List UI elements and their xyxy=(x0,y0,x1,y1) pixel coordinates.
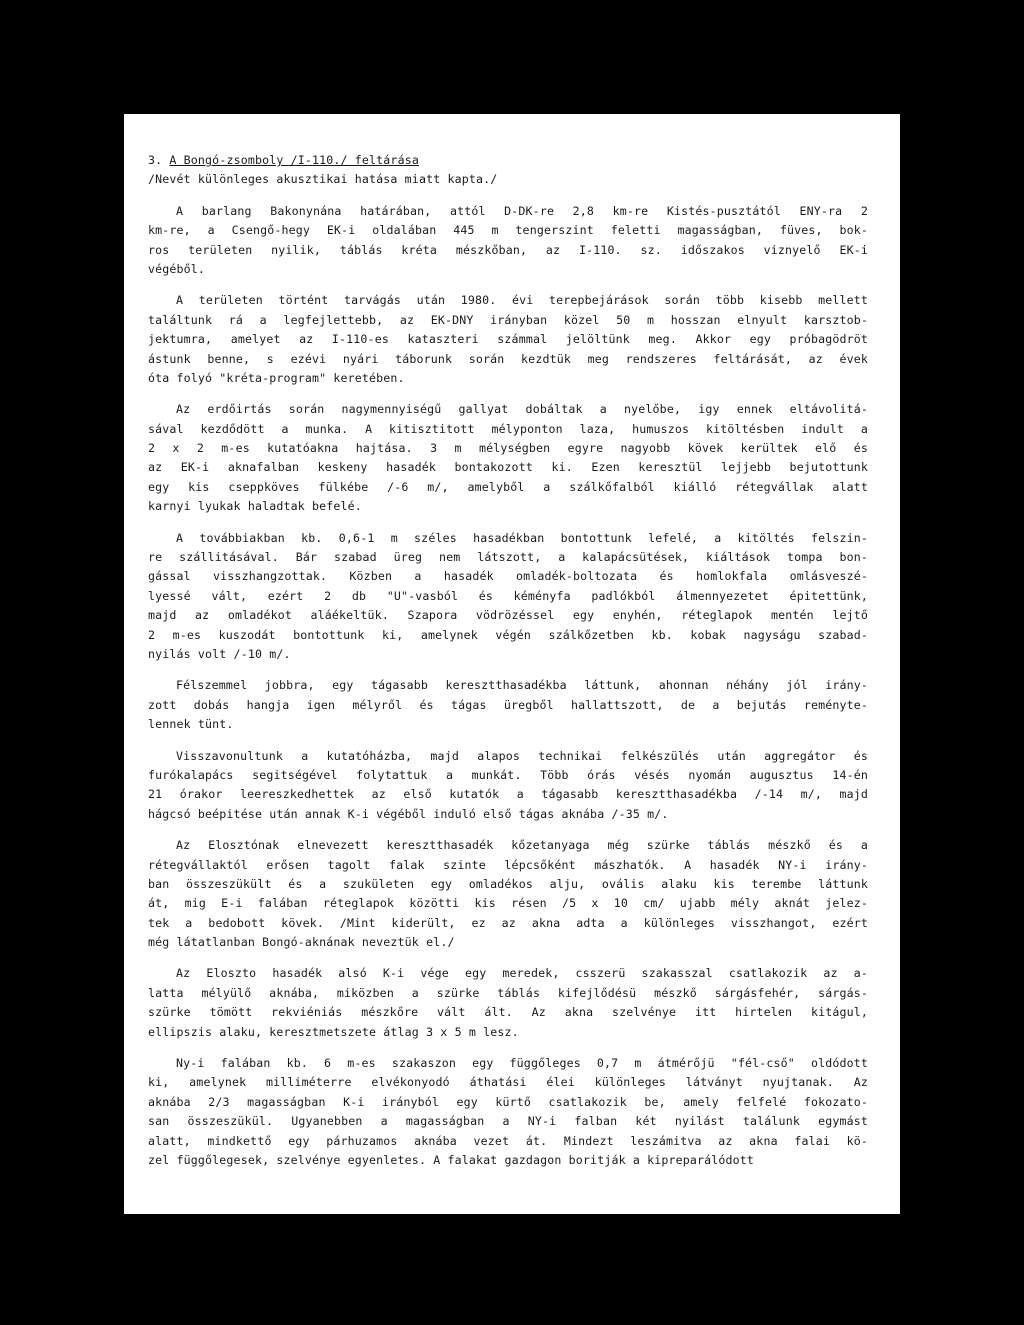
text-line: ban összeszükült és a szukületen egy omladékos alju, ovális alaku kis terembe láttunk xyxy=(148,876,868,891)
text-line: sával kezdődött a munka. A kitisztitott mélyponton laza, humuszos kitöltésben indult a xyxy=(148,421,868,436)
text-line: az EK-i aknafalban keskeny hasadék bontakozott ki. Ezen keresztül lejjebb bejutottunk xyxy=(148,460,868,475)
paragraph xyxy=(148,747,868,825)
text-line: szürke tömött rekviéniás mészkőre vált ált. Az akna szelvénye itt hirtelen kitágul, xyxy=(148,1005,868,1020)
text-line: hágcsó beépitése után annak K-i végéből induló első tágas aknába /-35 m/. xyxy=(148,806,669,821)
text-line: találtunk rá a legfejlettebb, az EK-DNY irányban közel 50 m hosszan elnyult karsztob- xyxy=(148,312,868,327)
text-line: ki, amelynek milliméterre elvékonyodó áthatási élei különleges látványt nyujtanak. Az xyxy=(148,1075,868,1090)
paragraph xyxy=(148,202,868,280)
text-line: lyessé vált, ezért 2 db "U"-vasból és kéményfa padlókból álmennyezetet épitettünk, xyxy=(148,588,868,603)
text-line: Visszavonultunk a kutatóházba, majd alapos technikai felkészülés után aggregátor és xyxy=(176,748,868,763)
text-line: jektumra, amelyet az I-110-es kataszteri számmal jelöltünk meg. Akkor egy próbagödröt xyxy=(148,332,868,347)
text-line: át, mig E-i falában réteglapok közötti kis résen /5 x 10 cm/ ujabb mély aknát jelez- xyxy=(148,896,868,911)
paragraph xyxy=(148,400,868,516)
text-line: alatt, mindkettő egy párhuzamos aknába vezet át. Mindezt leszámitva az akna falai kö- xyxy=(148,1133,868,1148)
text-line: lennek tünt. xyxy=(148,717,234,732)
paragraph xyxy=(148,836,868,952)
text-line: aknába 2/3 magasságban K-i irányból egy kürtő csatlakozik be, amely felfelé fokozato- xyxy=(148,1094,868,1109)
text-line: Ny-i falában kb. 6 m-es szakaszon egy függőleges 0,7 m átmérőjü "fél-cső" oldódott xyxy=(176,1056,868,1071)
text-line: majd az omladékot aláékeltük. Szapora vödrözéssel egy enyhén, réteglapok mentén lejtő xyxy=(148,608,868,623)
text-line: latta mélyülő aknába, miközben a szürke táblás kifejlődésü mészkő sárgásfehér, sárgás- xyxy=(148,985,868,1000)
text-line: még látatlanban Bongó-aknának neveztük el./ xyxy=(148,935,455,950)
paragraph xyxy=(148,291,868,388)
text-line: óta folyó "kréta-program" keretében. xyxy=(148,370,405,385)
text-line: re szállitásával. Bár szabad üreg nem látszott, a kalapácsütések, kiáltások tompa bon- xyxy=(148,550,868,565)
paragraph xyxy=(148,676,868,734)
text-line: ástunk benne, s ezévi nyári táborunk során kezdtük meg rendszeres feltárását, az évek xyxy=(148,351,868,366)
paragraph xyxy=(148,1054,868,1170)
text-line: A területen történt tarvágás után 1980. évi terepbejárások során több kisebb mellett xyxy=(176,293,868,308)
paragraph xyxy=(148,964,868,1042)
body-paragraphs xyxy=(148,202,868,1171)
text-line: gással visszhangzottak. Közben a hasadék omladék-boltozata és homlokfala omlásveszé- xyxy=(148,569,868,584)
section-subtitle: /Nevét különleges akusztikai hatása miatt kapta./ xyxy=(148,172,498,187)
text-line: tek a bedobott kövek. /Mint kiderült, ez az akna adta a különleges visszhangot, ezért xyxy=(148,915,868,930)
text-line: A barlang Bakonynána határában, attól D-DK-re 2,8 km-re Kistés-pusztától ENY-ra 2 xyxy=(176,203,868,218)
text-line: ros területen nyilik, táblás kréta mészkőban, az I-110. sz. időszakos viznyelő EK-i xyxy=(148,242,868,257)
text-line: ellipszis alaku, keresztmetszete átlag 3 x 5 m lesz. xyxy=(148,1024,519,1039)
text-line: Az Eloszto hasadék alsó K-i vége egy meredek, csszerü szakasszal csatlakozik az a- xyxy=(176,966,868,981)
text-line: Az Elosztónak elnevezett keresztthasadék kőzetanyaga még szürke táblás mészkő és a xyxy=(176,838,868,853)
text-line: 21 órakor leereszkedhettek az első kutatók a tágasabb keresztthasadékba /-14 m/, majd xyxy=(148,787,868,802)
text-line: Az erdőirtás során nagymennyiségű gallyat dobáltak a nyelőbe, igy ennek eltávolitá- xyxy=(176,402,868,417)
text-line: 2 x 2 m-es kutatóakna hajtása. 3 m mélységben egyre nagyobb kövek kerültek elő és xyxy=(148,441,868,456)
text-line: Félszemmel jobbra, egy tágasabb keresztthasadékba láttunk, ahonnan néhány jól irány- xyxy=(176,678,868,693)
text-line: nyilás volt /-10 m/. xyxy=(148,646,291,661)
text-line: karnyi lyukak haladtak befelé. xyxy=(148,499,362,514)
paragraph xyxy=(148,529,868,665)
text-line: furókalapács segitségével folytattuk a munkát. Több órás vésés nyomán augusztus 14-én xyxy=(148,767,868,782)
text-line: zel függőlegesek, szelvénye egyenletes. A falakat gazdagon boritják a kipreparálódott xyxy=(148,1152,755,1167)
document-text xyxy=(148,151,868,1170)
text-line: san összeszükül. Ugyanebben a magasságban a NY-i falban két nyilást találunk egymást xyxy=(148,1114,868,1129)
text-line: rétegvállaktól erősen tagolt falak szinte lépcsőként mászhatók. A hasadék NY-i irány- xyxy=(148,857,868,872)
section-number: 3. xyxy=(148,153,163,167)
text-line: végéből. xyxy=(148,261,206,276)
text-line: 2 m-es kuszodát bontottunk ki, amelynek végén szálkőzetben kb. kobak nagyságu szabad- xyxy=(148,627,868,642)
text-line: km-re, a Csengő-hegy EK-i oldalában 445 m tengerszint feletti magasságban, füves, bok- xyxy=(148,223,868,238)
section-title: A Bongó-zsomboly /I-110./ feltárása xyxy=(169,153,419,167)
text-line: egy kis cseppköves fülkébe /-6 m/, amelyből a szálkőfalból kiálló rétegvállak alatt xyxy=(148,479,868,494)
text-line: A továbbiakban kb. 0,6-1 m széles hasadékban bontottunk lefelé, a kitöltés felszin- xyxy=(176,530,868,545)
section-heading xyxy=(148,151,868,170)
text-line: zott dobás hangja igen mélyről és tágas üregből hallattszott, de a bejutás reményte- xyxy=(148,697,868,712)
